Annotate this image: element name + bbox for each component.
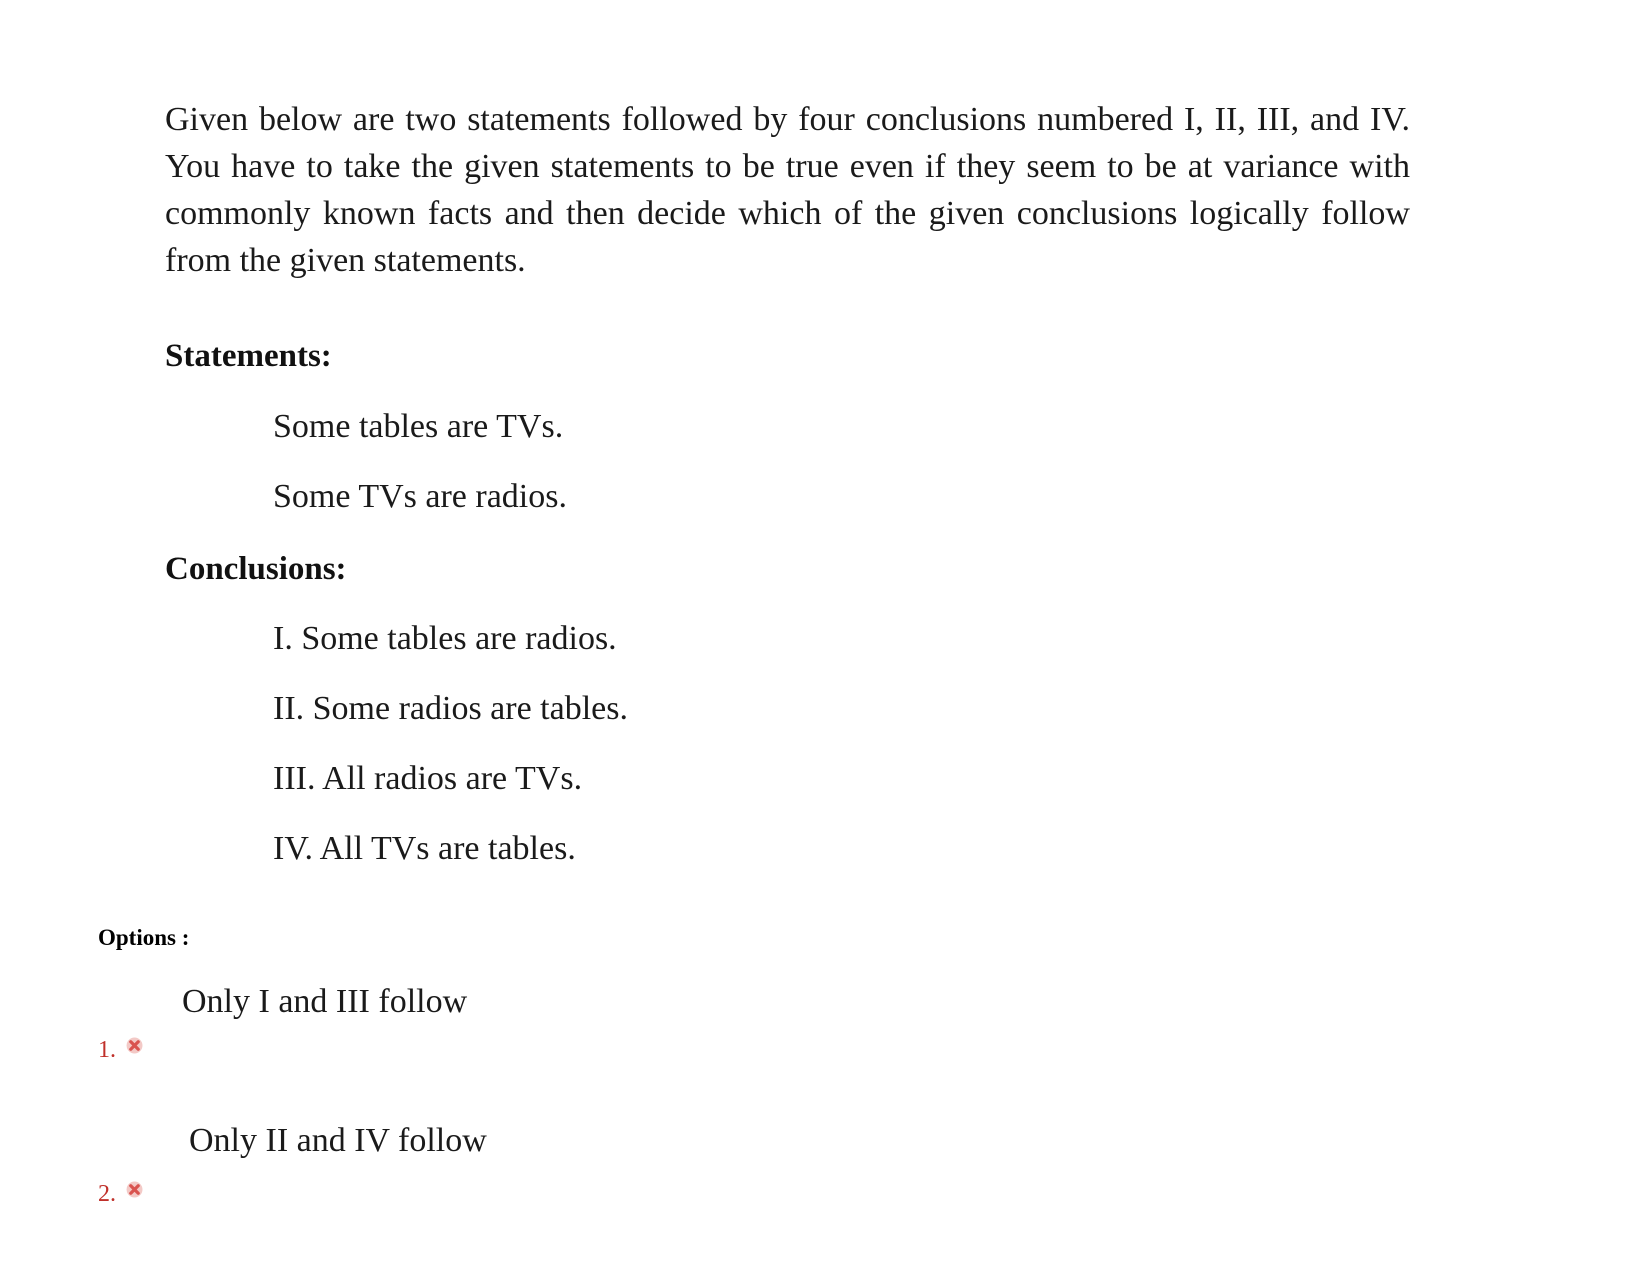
- conclusion-3: III. All radios are TVs.: [273, 760, 583, 797]
- wrong-cross-icon: [126, 1037, 143, 1054]
- wrong-cross-icon: [126, 1181, 143, 1198]
- options-label: Options :: [98, 925, 190, 950]
- question-intro: Given below are two statements followed by four conclusions numbered I, II, III, and IV. You have to take the given statements to be true even if they seem to be at variance with commonly known facts and then decide which of the given conclusions logically follow from the given statements.: [165, 101, 1410, 279]
- conclusion-4: IV. All TVs are tables.: [273, 830, 576, 867]
- statement-2: Some TVs are radios.: [273, 478, 567, 515]
- question-body: [165, 96, 1410, 284]
- option-1-text[interactable]: Only I and III follow: [182, 983, 468, 1020]
- option-2-text[interactable]: Only II and IV follow: [189, 1122, 487, 1159]
- option-2-number: 2.: [98, 1181, 116, 1207]
- conclusion-2: II. Some radios are tables.: [273, 690, 628, 727]
- option-1-number: 1.: [98, 1037, 116, 1063]
- conclusion-1: I. Some tables are radios.: [273, 620, 617, 657]
- conclusions-heading: Conclusions:: [165, 551, 347, 587]
- statements-heading: Statements:: [165, 338, 332, 374]
- statement-1: Some tables are TVs.: [273, 408, 564, 445]
